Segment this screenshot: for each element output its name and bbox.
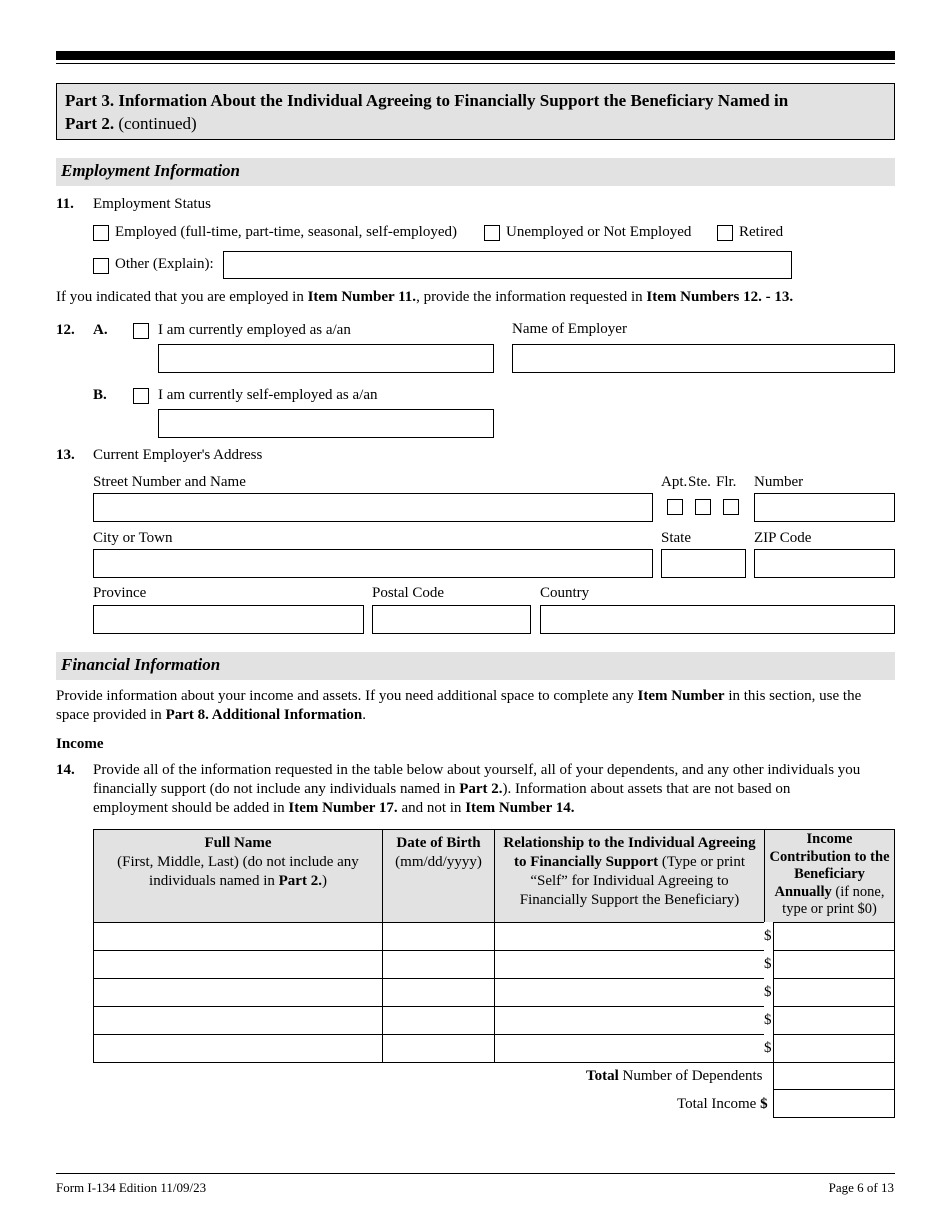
row-income-cell[interactable] bbox=[773, 950, 895, 978]
item-14-line-2a: financially support (do not include any individuals named in bbox=[93, 781, 460, 797]
item-14-item-14: Item Number 14. bbox=[465, 800, 575, 816]
col3-line4: Financially Support the Beneficiary) bbox=[519, 892, 740, 908]
city-field[interactable] bbox=[93, 549, 653, 578]
currency-symbol: $ bbox=[764, 928, 772, 944]
intro-text-4: . bbox=[362, 707, 366, 723]
part-3-header bbox=[56, 83, 895, 140]
row-full-name-cell[interactable] bbox=[93, 978, 382, 1006]
apt-checkbox[interactable] bbox=[667, 499, 683, 515]
row-dob-cell[interactable] bbox=[382, 922, 494, 950]
total-dependents-rest: Number of Dependents bbox=[618, 1068, 763, 1084]
row-relationship-cell[interactable] bbox=[494, 922, 764, 950]
instr-items-12-13: Item Numbers 12. - 13. bbox=[646, 289, 794, 305]
col-full-name-header bbox=[93, 829, 382, 922]
row-dob-cell[interactable] bbox=[382, 950, 494, 978]
state-label: State bbox=[661, 530, 691, 546]
employment-section-title: Employment Information bbox=[56, 158, 895, 186]
street-field[interactable] bbox=[93, 493, 653, 522]
employed-as-checkbox[interactable] bbox=[133, 323, 149, 339]
col1-part2: Part 2. bbox=[278, 873, 322, 889]
row-income-cell[interactable] bbox=[773, 922, 895, 950]
part-title-continued: (continued) bbox=[114, 114, 197, 133]
col1-title: Full Name bbox=[204, 835, 272, 851]
col-dob-header bbox=[382, 829, 494, 922]
item-14-text bbox=[93, 761, 898, 818]
employed-as-field[interactable] bbox=[158, 344, 494, 373]
number-label: Number bbox=[754, 474, 804, 490]
flr-label: Flr. bbox=[716, 474, 737, 490]
item-14-item-17: Item Number 17. bbox=[288, 800, 398, 816]
item-11-number: 11. bbox=[56, 196, 74, 212]
apt-label: Apt. bbox=[661, 474, 688, 490]
row-income-cell[interactable] bbox=[773, 1034, 895, 1062]
row-relationship-cell[interactable] bbox=[494, 950, 764, 978]
total-dependents-label bbox=[586, 1067, 763, 1086]
item-12b-letter: B. bbox=[93, 387, 107, 403]
postal-label: Postal Code bbox=[372, 585, 445, 601]
row-full-name-cell[interactable] bbox=[93, 950, 382, 978]
province-field[interactable] bbox=[93, 605, 364, 634]
footer-form-edition: Form I-134 Edition 11/09/23 bbox=[56, 1180, 207, 1195]
item-14-part-2: Part 2. bbox=[459, 781, 503, 797]
intro-text-1: Provide information about your income and assets. If you need additional space to complete any bbox=[56, 688, 638, 704]
item-14-line-2c: ). Information about assets that are not based on bbox=[502, 781, 791, 797]
col-relationship-header bbox=[494, 829, 764, 922]
part-title-part2: Part 2. bbox=[65, 114, 115, 133]
currency-symbol: $ bbox=[764, 1040, 772, 1056]
employment-instruction bbox=[56, 288, 793, 307]
currency-symbol: $ bbox=[764, 956, 772, 972]
other-label: Other (Explain): bbox=[115, 256, 214, 272]
intro-text-3: space provided in bbox=[56, 707, 166, 723]
city-label: City or Town bbox=[93, 530, 173, 546]
financial-intro bbox=[56, 687, 898, 725]
item-14-line-3c: and not in bbox=[397, 800, 466, 816]
self-employed-label: I am currently self-employed as a/an bbox=[158, 387, 378, 403]
col-income-header bbox=[764, 829, 895, 922]
flr-checkbox[interactable] bbox=[723, 499, 739, 515]
row-relationship-cell[interactable] bbox=[494, 978, 764, 1006]
row-dob-cell[interactable] bbox=[382, 1034, 494, 1062]
province-label: Province bbox=[93, 585, 147, 601]
table-bottom-rule bbox=[93, 1062, 774, 1063]
intro-text-2: in this section, use the bbox=[724, 688, 862, 704]
row-relationship-cell[interactable] bbox=[494, 1006, 764, 1034]
footer-rule bbox=[56, 1173, 895, 1174]
unemployed-checkbox[interactable] bbox=[484, 225, 500, 241]
ste-label: Ste. bbox=[688, 474, 711, 490]
intro-part-8: Part 8. Additional Information bbox=[165, 707, 363, 723]
row-relationship-cell[interactable] bbox=[494, 1034, 764, 1062]
employed-checkbox[interactable] bbox=[93, 225, 109, 241]
currency-symbol: $ bbox=[764, 1012, 772, 1028]
employer-name-field[interactable] bbox=[512, 344, 895, 373]
state-field[interactable] bbox=[661, 549, 746, 578]
col2-title: Date of Birth bbox=[396, 835, 481, 851]
employed-label: Employed (full-time, part-time, seasonal, self-employed) bbox=[115, 224, 457, 240]
col4-annually: Annually bbox=[774, 883, 832, 900]
household-income-table bbox=[93, 829, 895, 1062]
total-dependents-field[interactable] bbox=[773, 1062, 895, 1090]
top-rule-thick bbox=[56, 51, 895, 60]
item-13-label: Current Employer's Address bbox=[93, 447, 263, 463]
unemployed-label: Unemployed or Not Employed bbox=[506, 224, 692, 240]
col1-line3c: ) bbox=[321, 873, 327, 889]
top-rule-thin bbox=[56, 63, 895, 64]
item-14-number: 14. bbox=[56, 762, 75, 778]
item-11-label: Employment Status bbox=[93, 196, 211, 212]
instr-text-1: If you indicated that you are employed in bbox=[56, 289, 308, 305]
col2-line2: (mm/dd/yyyy) bbox=[395, 854, 482, 870]
row-income-cell[interactable] bbox=[773, 978, 895, 1006]
col3-line2b: (Type or print bbox=[658, 854, 746, 870]
item-14-line-3a: employment should be added in bbox=[93, 800, 289, 816]
row-dob-cell[interactable] bbox=[382, 1006, 494, 1034]
instr-text-2: , provide the information requested in bbox=[416, 289, 647, 305]
item-12-number: 12. bbox=[56, 322, 75, 338]
row-full-name-cell[interactable] bbox=[93, 1006, 382, 1034]
col4-line5: type or print $0) bbox=[782, 901, 877, 917]
total-income-label bbox=[677, 1095, 768, 1114]
postal-field[interactable] bbox=[372, 605, 531, 634]
retired-label: Retired bbox=[739, 224, 784, 240]
part-title-line1: Part 3. Information About the Individual Agreeing to Financially Support the Beneficiary Named in bbox=[65, 91, 789, 110]
col1-line2: (First, Middle, Last) (do not include any bbox=[117, 854, 359, 870]
other-checkbox[interactable] bbox=[93, 258, 109, 274]
employed-as-label: I am currently employed as a/an bbox=[158, 322, 351, 338]
street-label: Street Number and Name bbox=[93, 474, 246, 490]
row-full-name-cell[interactable] bbox=[93, 1034, 382, 1062]
col3-line3: “Self” for Individual Agreeing to bbox=[530, 873, 729, 889]
currency-symbol: $ bbox=[764, 984, 772, 1000]
total-income-dollar: $ bbox=[760, 1096, 768, 1112]
col4-line2: Contribution to the bbox=[769, 848, 890, 865]
col4-line1: Income bbox=[806, 831, 853, 847]
country-field[interactable] bbox=[540, 605, 895, 634]
income-heading: Income bbox=[56, 736, 104, 752]
col3-title-2: to Financially Support bbox=[513, 854, 659, 870]
col4-line4c: (if none, bbox=[831, 883, 885, 900]
retired-checkbox[interactable] bbox=[717, 225, 733, 241]
ste-checkbox[interactable] bbox=[695, 499, 711, 515]
row-dob-cell[interactable] bbox=[382, 978, 494, 1006]
col4-line3: Beneficiary bbox=[794, 866, 865, 882]
zip-field[interactable] bbox=[754, 549, 895, 578]
col1-line3a: individuals named in bbox=[149, 873, 279, 889]
item-14-line-1: Provide all of the information requested in the table below about yourself, all of your dependents, and any other individuals you bbox=[93, 762, 861, 778]
other-explain-field[interactable] bbox=[223, 251, 792, 279]
footer-page-number: Page 6 of 13 bbox=[828, 1180, 894, 1195]
country-label: Country bbox=[540, 585, 590, 601]
total-income-field[interactable] bbox=[773, 1090, 895, 1118]
intro-item-number: Item Number bbox=[637, 688, 725, 704]
row-income-cell[interactable] bbox=[773, 1006, 895, 1034]
total-income-text: Total Income bbox=[677, 1096, 761, 1112]
self-employed-checkbox[interactable] bbox=[133, 388, 149, 404]
employer-name-label: Name of Employer bbox=[512, 321, 627, 337]
total-bold: Total bbox=[586, 1068, 619, 1084]
instr-item-11: Item Number 11. bbox=[307, 289, 417, 305]
row-full-name-cell[interactable] bbox=[93, 922, 382, 950]
apt-number-field[interactable] bbox=[754, 493, 895, 522]
zip-label: ZIP Code bbox=[754, 530, 812, 546]
col3-title-1: Relationship to the Individual Agreeing bbox=[503, 835, 756, 851]
self-employed-field[interactable] bbox=[158, 409, 494, 438]
item-12a-letter: A. bbox=[93, 322, 108, 338]
financial-section-title: Financial Information bbox=[56, 652, 895, 680]
item-13-number: 13. bbox=[56, 447, 75, 463]
